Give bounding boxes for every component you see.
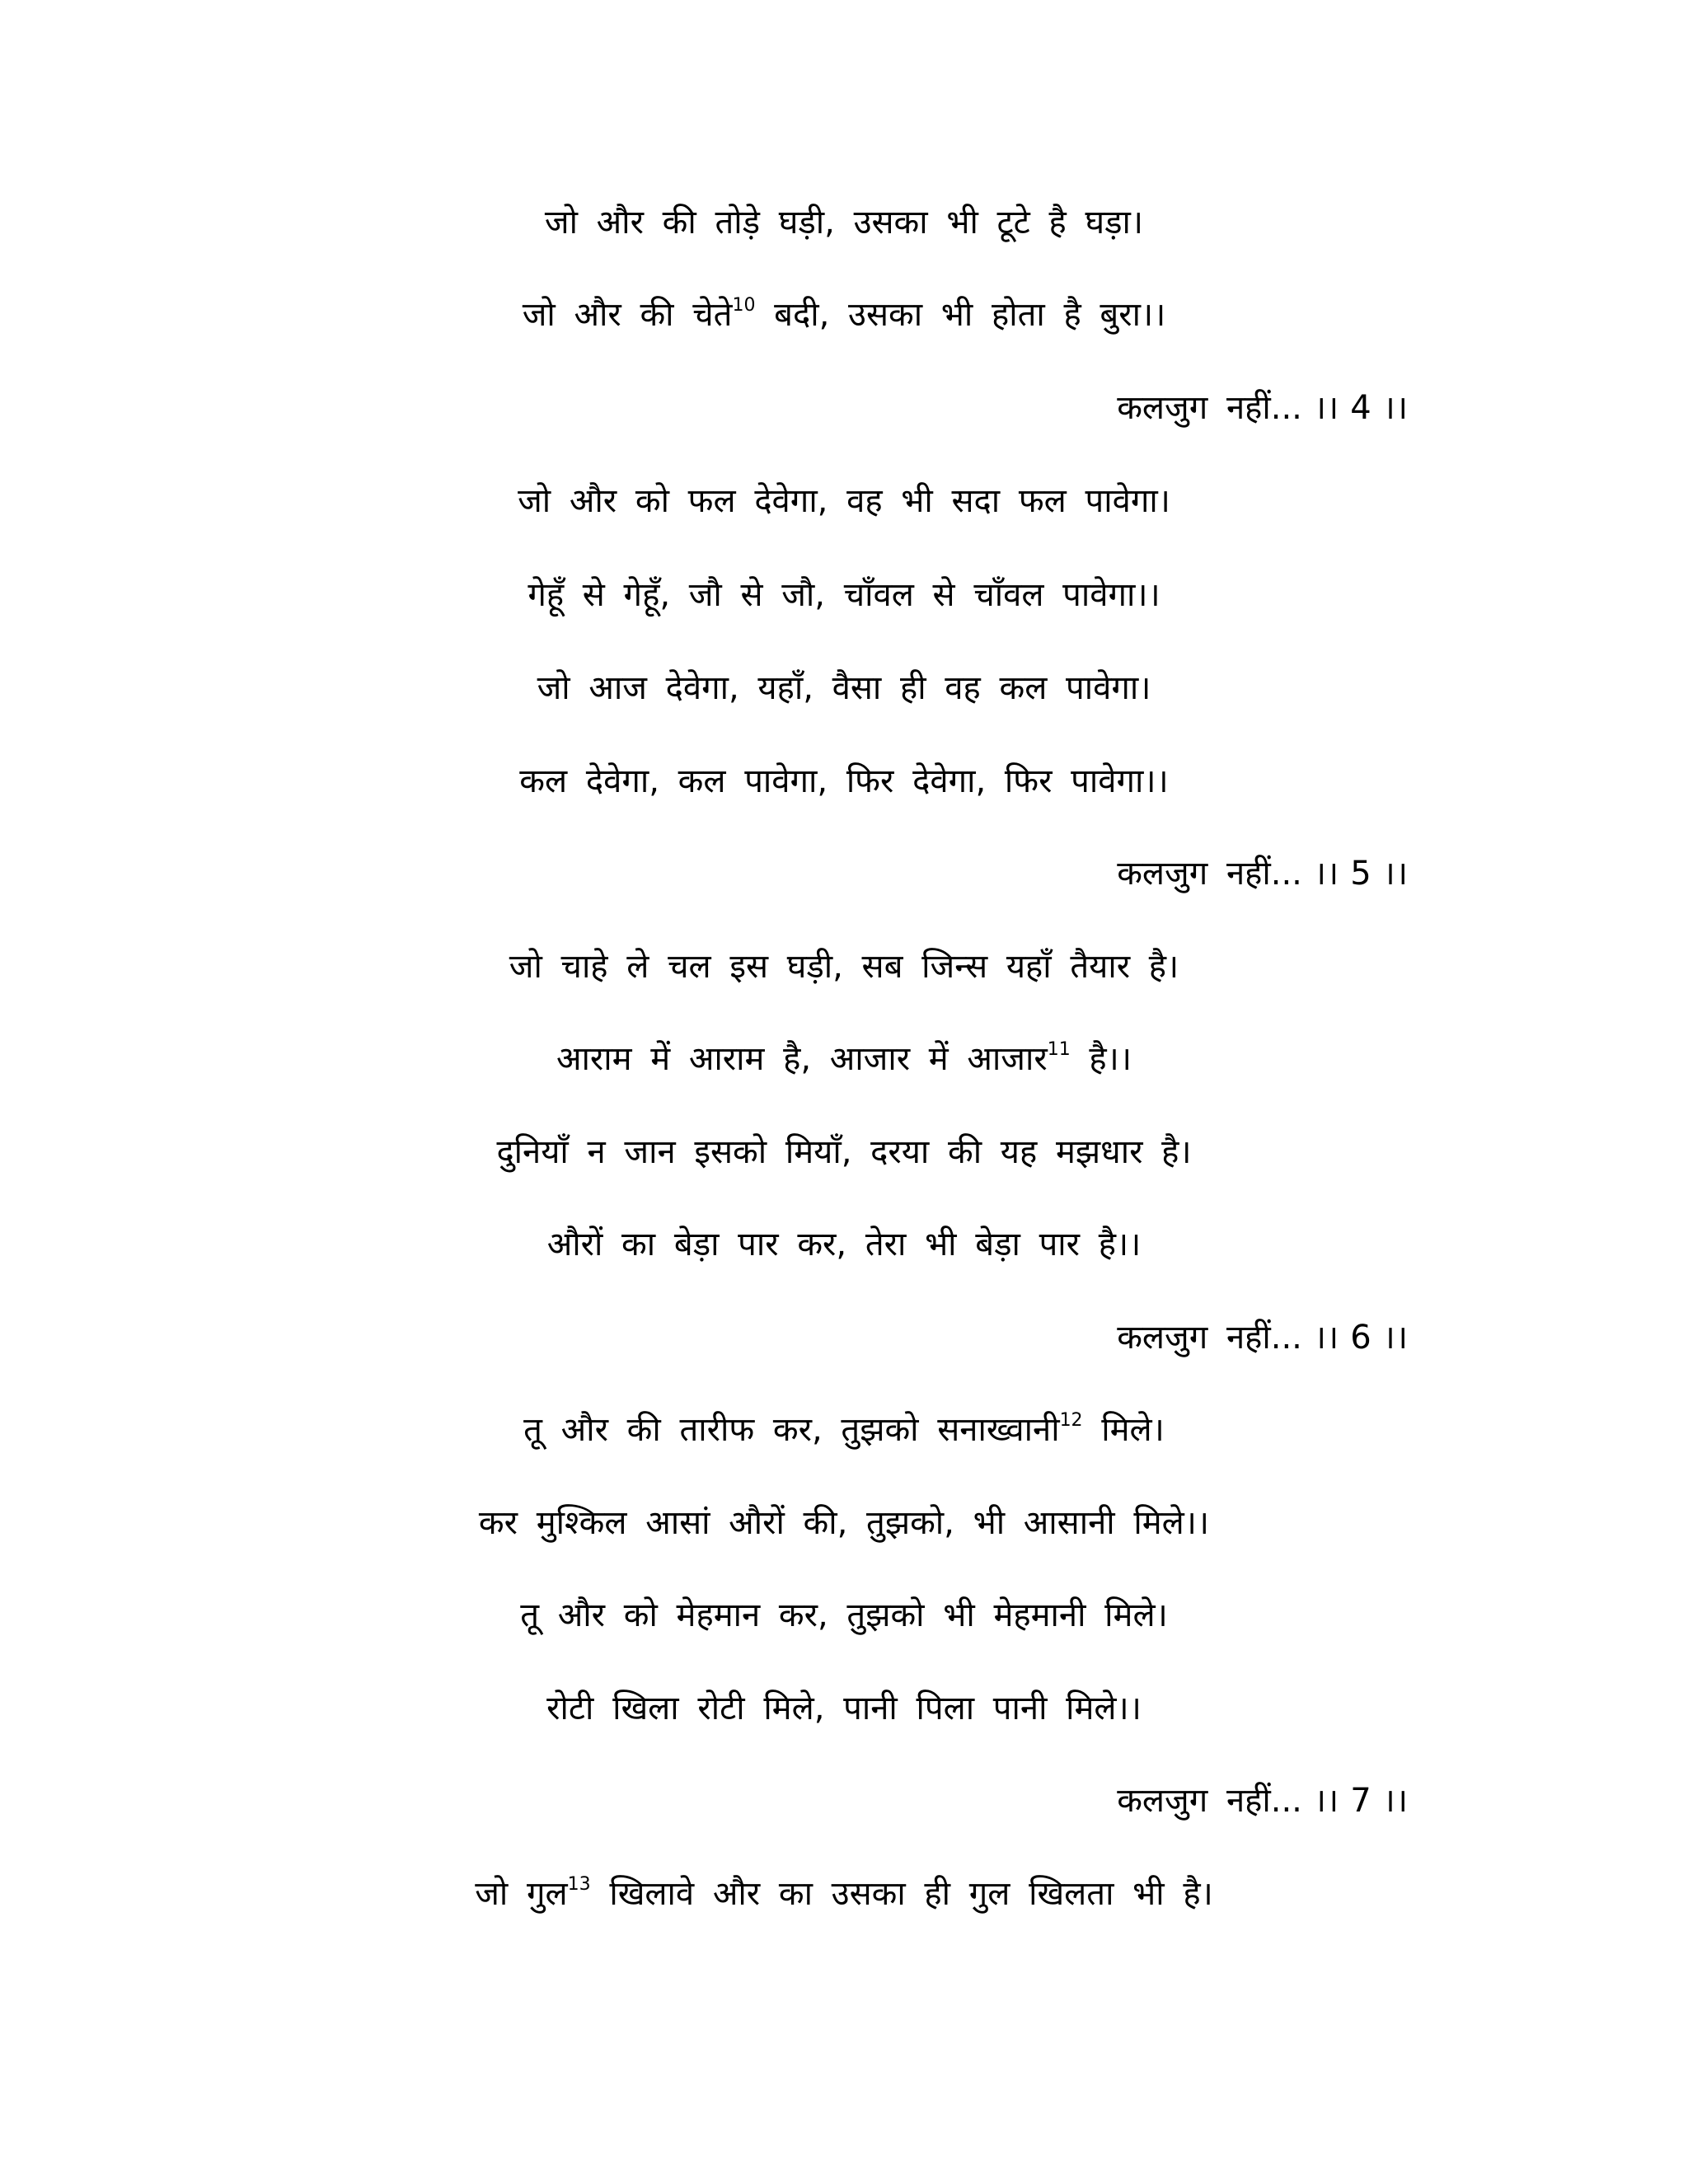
verse-line <box>0 468 1688 534</box>
refrain-line <box>907 841 1419 907</box>
refrain-text: कलजुग नहीं... <box>1117 389 1302 427</box>
verse-text: जो और को फल देवेगा, वह भी सदा फल पावेगा। <box>518 482 1170 520</box>
refrain-line <box>907 1305 1419 1371</box>
verse-text: जो और की चेते <box>522 296 733 334</box>
refrain-separator: ।। <box>1313 1782 1339 1820</box>
refrain-separator: ।। <box>1313 1319 1339 1357</box>
verse-text: कर मुश्किल आसां औरों की, तुझको, भी आसानी मिले।। <box>478 1504 1210 1542</box>
verse-text: खिलावे और का उसका ही गुल खिलता भी है। <box>590 1875 1213 1913</box>
verse-text: जो आज देवेगा, यहाँ, वैसा ही वह कल पावेगा। <box>537 669 1151 707</box>
verse-line <box>0 282 1688 348</box>
stanza-number: 7 <box>1350 1782 1372 1820</box>
verse-line <box>0 1675 1688 1741</box>
verse-text: है।। <box>1070 1040 1132 1078</box>
refrain-separator: ।। <box>1382 855 1408 893</box>
verse-text: दुनियाँ न जान इसको मियाँ, दरया की यह मझधार है। <box>496 1133 1192 1171</box>
verse-line <box>0 1490 1688 1556</box>
refrain-separator: ।। <box>1382 389 1408 427</box>
refrain-text: कलजुग नहीं... <box>1117 855 1302 893</box>
verse-line <box>0 1119 1688 1185</box>
verse-text: जो गुल <box>475 1875 568 1913</box>
stanza-number: 6 <box>1350 1319 1372 1357</box>
footnote-marker: 12 <box>1059 1409 1083 1431</box>
verse-text: जो चाहे ले चल इस घड़ी, सब जिन्स यहाँ तैयार है। <box>509 948 1179 986</box>
verse-text: मिले। <box>1082 1411 1165 1449</box>
refrain-separator: ।। <box>1313 389 1339 427</box>
refrain-separator: ।। <box>1382 1782 1408 1820</box>
verse-text: कल देवेगा, कल पावेगा, फिर देवेगा, फिर पावेगा।। <box>519 762 1169 800</box>
verse-text: रोटी खिला रोटी मिले, पानी पिला पानी मिले।। <box>546 1690 1142 1727</box>
verse-text: तू और की तारीफ कर, तुझको सनाख्वानी <box>523 1411 1060 1449</box>
verse-line <box>0 1397 1688 1463</box>
verse-line <box>0 562 1688 628</box>
verse-text: तू और को मेहमान कर, तुझको भी मेहमानी मिले। <box>520 1596 1168 1634</box>
verse-line <box>0 1026 1688 1092</box>
verse-text: आराम में आराम है, आजार में आजार <box>556 1040 1048 1078</box>
verse-line <box>0 655 1688 721</box>
verse-line <box>0 1861 1688 1927</box>
refrain-text: कलजुग नहीं... <box>1117 1319 1302 1357</box>
footnote-marker: 13 <box>567 1873 591 1895</box>
stanza-number: 5 <box>1350 855 1372 893</box>
verse-line <box>0 748 1688 814</box>
footnote-marker: 10 <box>732 294 756 316</box>
refrain-separator: ।। <box>1382 1319 1408 1357</box>
verse-text: औरों का बेड़ा पार कर, तेरा भी बेड़ा पार है।। <box>546 1226 1142 1263</box>
verse-text: गेहूँ से गेहूँ, जौ से जौ, चाँवल से चाँवल पावेगा।। <box>528 576 1160 614</box>
verse-text: जो और की तोड़े घड़ी, उसका भी टूटे है घड़ा। <box>544 204 1144 241</box>
verse-text: बदी, उसका भी होता है बुरा।। <box>755 296 1166 334</box>
refrain-text: कलजुग नहीं... <box>1117 1782 1302 1820</box>
refrain-line <box>907 375 1419 441</box>
stanza-number: 4 <box>1350 389 1372 427</box>
verse-line <box>0 190 1688 255</box>
refrain-separator: ।। <box>1313 855 1339 893</box>
verse-line <box>0 1212 1688 1277</box>
verse-line <box>0 1582 1688 1648</box>
refrain-line <box>907 1768 1419 1834</box>
footnote-marker: 11 <box>1047 1038 1071 1060</box>
verse-line <box>0 934 1688 1000</box>
